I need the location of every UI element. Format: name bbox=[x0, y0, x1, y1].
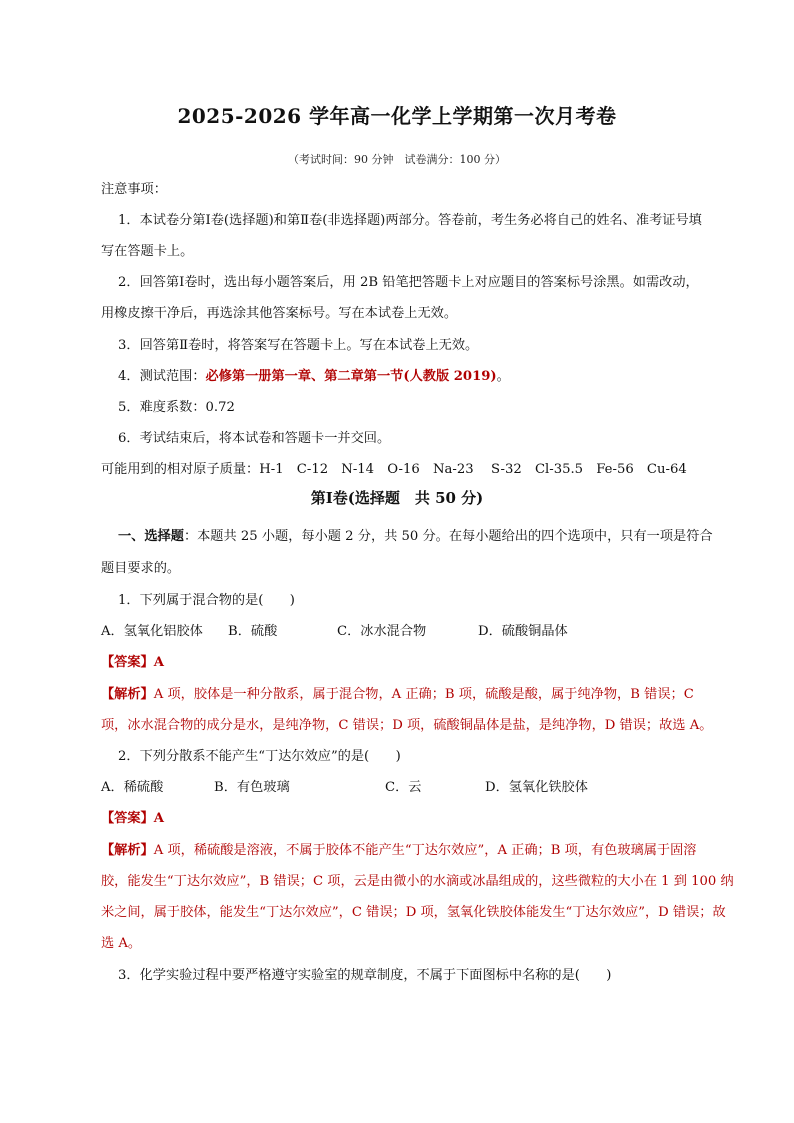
notice-item-1-line-2: 写在答题卡上。 bbox=[101, 244, 194, 259]
notice-item-4 bbox=[118, 368, 510, 386]
question-1-option-c: C．冰水混合物 bbox=[337, 624, 427, 639]
question-2-option-b: B．有色玻璃 bbox=[214, 780, 290, 795]
question-2-analysis-label: 【解析】 bbox=[101, 843, 154, 858]
notice-item-4-prefix: 4．测试范围： bbox=[118, 369, 206, 384]
question-1-option-a: A．氢氧化铝胶体 bbox=[101, 624, 203, 639]
question-2-analysis-line-1 bbox=[101, 842, 696, 860]
question-1-option-d: D．硫酸铜晶体 bbox=[478, 624, 568, 639]
question-2-option-d: D．氢氧化铁胶体 bbox=[485, 780, 588, 795]
question-1-option-b: B．硫酸 bbox=[228, 624, 278, 639]
question-2-analysis-line-2: 胶，能发生“丁达尔效应”，B 错误；C 项，云是由微小的水滴或冰晶组成的，这些微粒的大小在 1 到 100 纳 bbox=[101, 874, 734, 889]
question-1-stem: 1．下列属于混合物的是( ) bbox=[118, 593, 295, 608]
notice-item-6: 6．考试结束后，将本试卷和答题卡一并交回。 bbox=[118, 431, 391, 446]
question-1-analysis-line-1 bbox=[101, 686, 694, 704]
question-2-option-c: C．云 bbox=[385, 780, 422, 795]
question-1-analysis-text-1: A 项，胶体是一种分散系，属于混合物，A 正确；B 项，硫酸是酸，属于纯净物，B 错误；C bbox=[153, 687, 694, 702]
question-2-option-a: A．稀硫酸 bbox=[101, 780, 164, 795]
question-2-stem: 2．下列分散系不能产生“丁达尔效应”的是( ) bbox=[118, 749, 401, 764]
section-intro-label: 一、选择题 bbox=[118, 529, 184, 544]
question-2-answer: 【答案】A bbox=[101, 811, 164, 826]
notice-item-2-line-1: 2．回答第Ⅰ卷时，选出每小题答案后，用 2B 铅笔把答题卡上对应题目的答案标号涂黑。如需改动， bbox=[118, 275, 699, 290]
section-intro-line-2: 题目要求的。 bbox=[101, 561, 181, 576]
atomic-masses: 可能用到的相对原子质量：H-1 C-12 N-14 O-16 Na-23 S-32 Cl-35.5 Fe-56 Cu-64 bbox=[101, 462, 687, 477]
question-1-answer: 【答案】A bbox=[101, 655, 164, 670]
question-3-stem: 3．化学实验过程中要严格遵守实验室的规章制度，不属于下面图标中名称的是( ) bbox=[118, 968, 612, 983]
section-intro-text: ：本题共 25 小题，每小题 2 分，共 50 分。在每小题给出的四个选项中，只有一项是符合 bbox=[183, 529, 713, 544]
notice-item-4-suffix: 。 bbox=[496, 369, 510, 384]
notice-item-3: 3．回答第Ⅱ卷时，将答案写在答题卡上。写在本试卷上无效。 bbox=[118, 338, 479, 353]
question-1-analysis-line-2: 项，冰水混合物的成分是水，是纯净物，C 错误；D 项，硫酸铜晶体是盐，是纯净物，D 错误；故选 A。 bbox=[101, 718, 713, 733]
section-intro-line-1 bbox=[118, 528, 713, 546]
test-range: 必修第一册第一章、第二章第一节(人教版 2019) bbox=[205, 369, 497, 384]
page-title: 2025-2026 学年高一化学上学期第一次月考卷 bbox=[177, 104, 617, 128]
exam-info: （考试时间：90 分钟 试卷满分：100 分） bbox=[288, 153, 506, 166]
notice-heading: 注意事项： bbox=[101, 182, 167, 197]
notice-item-2-line-2: 用橡皮擦干净后，再选涂其他答案标号。写在本试卷上无效。 bbox=[101, 306, 458, 321]
question-2-analysis-text-1: A 项，稀硫酸是溶液，不属于胶体不能产生“丁达尔效应”，A 正确；B 项，有色玻璃属于固溶 bbox=[153, 843, 697, 858]
section-title: 第Ⅰ卷(选择题 共 50 分) bbox=[310, 489, 484, 507]
question-2-analysis-line-4: 选 A。 bbox=[101, 936, 142, 951]
question-2-analysis-line-3: 米之间，属于胶体，能发生“丁达尔效应”，C 错误；D 项，氢氧化铁胶体能发生“丁达尔效应”，D 错误；故 bbox=[101, 905, 726, 920]
notice-item-5: 5．难度系数：0.72 bbox=[118, 400, 235, 415]
question-1-analysis-label: 【解析】 bbox=[101, 687, 154, 702]
notice-item-1-line-1: 1．本试卷分第Ⅰ卷(选择题)和第Ⅱ卷(非选择题)两部分。答卷前，考生务必将自己的姓名、准考证号填 bbox=[118, 213, 702, 228]
